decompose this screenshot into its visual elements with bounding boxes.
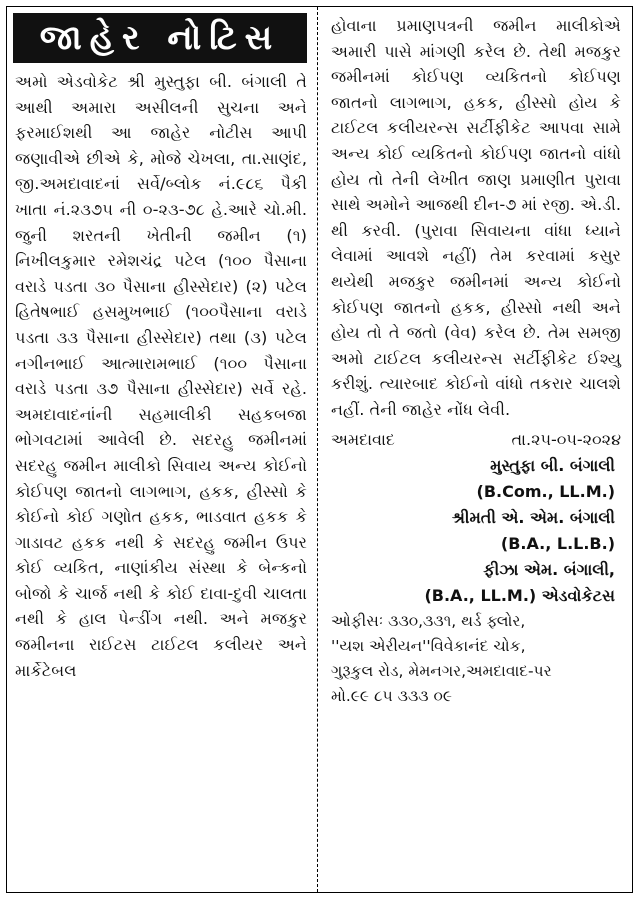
office-address-line-1: ઓફીસઃ ૩૩૦,૩૩૧, થર્ડ ફ્લોર,: [331, 611, 526, 630]
place: અમદાવાદ: [331, 429, 395, 449]
signatory-name-1: મુસ્તુફા બી. બંગાલી: [490, 455, 615, 475]
signatory-degree-2: (B.A., L.L.B.): [500, 533, 615, 553]
place-date-line: [325, 423, 625, 453]
public-notice: [6, 6, 633, 893]
signatory-name-2: શ્રીમતી એ. એમ. બંગાલી: [451, 507, 615, 527]
right-body-text: હોવાના પ્રમાણપત્રની જમીન માલીકોએ અમારી પાસે માંગણી કરેલ છે. તેથી મજકુર જમીનમાં કોઈપણ વ્યકિતનો કોઈપણ જાતનો લાગભાગ, હકક, હીસ્સો હોય કે ટાઈટલ કલીયરન્સ સર્ટીફીકેટ આપવા સામે અન્ય કોઈ વ્યકિતનો કોઈપણ જાતનો વાંધો હોય તો તેની લેખીત જાણ પ્રમાણીત પુરાવા સાથે અમોને આજથી દીન-૭ માં રજી. એ.ડી. થી કરવી. (પુરાવા સિવાયના વાંધા ધ્યાને લેવામાં આવશે નહીં) તેમ કરવામાં કસુર થયેથી મજકુર જમીનમાં અન્ય કોઈનો કોઈપણ જાતનો હકક, હીસ્સો નથી અને હોય તો તે જતો (વેવ) કરેલ છે. તેમ સમજી અમો ટાઈટલ કલીયરન્સ સર્ટીફીકેટ ઈશ્યુ કરીશું. ત્યારબાદ કોઈનો વાંધો તકરાર ચાલશે નહીં. તેની જાહેર નોંધ લેવી.: [331, 16, 621, 419]
right-column: [325, 7, 625, 709]
notice-title: જાહેર નોટિસ: [13, 13, 307, 63]
signatory-degree-3: (B.A., LL.M.) એડવોકેટસ: [424, 585, 615, 605]
left-column: [7, 7, 313, 683]
left-body-text: અમો એડવોકેટ શ્રી મુસ્તુફા બી. બંગાલી તે આથી અમારા અસીલની સુચના અને ફરમાઈશથી આ જાહેર નોટીસ આપી જણાવીએ છીએ કે, મોજે ચેખલા, તા.સાણંદ, જી.અમદાવાદનાં સર્વે/બ્લોક નં.૯૮૬ પૈકી ખાતા નં.૨૩૭૫ ની ૦-૨૩-૭૮ હે.આરે ચો.મી. જુની શરતની ખેતીની જમીન (૧) નિખીલકુમાર રમેશચંદ્ર પટેલ (૧૦૦ પૈસાના વરાડે પડતા ૩૦ પૈસાના હીસ્સેદાર) (૨) પટેલ હિતેષભાઈ હસમુખભાઈ (૧૦૦પૈસાના વરાડે પડતા ૩૩ પૈસાના હીસ્સેદાર) તથા (૩) પટેલ નગીનભાઈ આત્મારામભાઈ (૧૦૦ પૈસાના વરાડે પડતા ૩૭ પૈસાના હીસ્સેદાર) સર્વે રહે. અમદાવાદનાંની સહમાલીકી સહકબજા ભોગવટામાં આવેલી છે. સદરહુ જમીનમાં સદરહુ જમીન માલીકો સિવાય અન્ય કોઈનો કોઈપણ જાતનો લાગભાગ, હકક, હીસ્સો કે કોઈનો કોઈ ગણોત હકક, ભાડવાત હકક કે ગાડાવટ હકક નથી કે સદરહુ જમીન ઉપર કોઈ વ્યકિત, નાણાંકીય સંસ્થા કે બેન્કનો બોજો કે ચાર્જ નથી કે કોઈ દાવા-દુવી ચાલતા નથી કે હાલ પેન્ડીંગ નથી. અને મજકુર જમીનના રાઈટસ ટાઈટલ કલીયર અને માર્કેટેબલ: [15, 72, 307, 680]
date: તા.૨૫-૦૫-૨૦૨૪: [511, 429, 621, 449]
column-divider: [317, 7, 318, 892]
signatory-name-3: ફીઝા એમ. બંગાલી,: [483, 559, 615, 579]
office-address-line-3: ગુરૂકુલ રોડ, મેમનગર,અમદાવાદ-પર: [331, 661, 552, 680]
mobile-number: મો.૯૯ ૮૫ ૩૩૩ ૦૯: [331, 686, 453, 705]
signatory-degree-1: (B.Com., LL.M.): [476, 481, 615, 501]
office-address-line-2: ''યશ એરીયન''વિવેકાનંદ ચોક,: [331, 636, 526, 655]
